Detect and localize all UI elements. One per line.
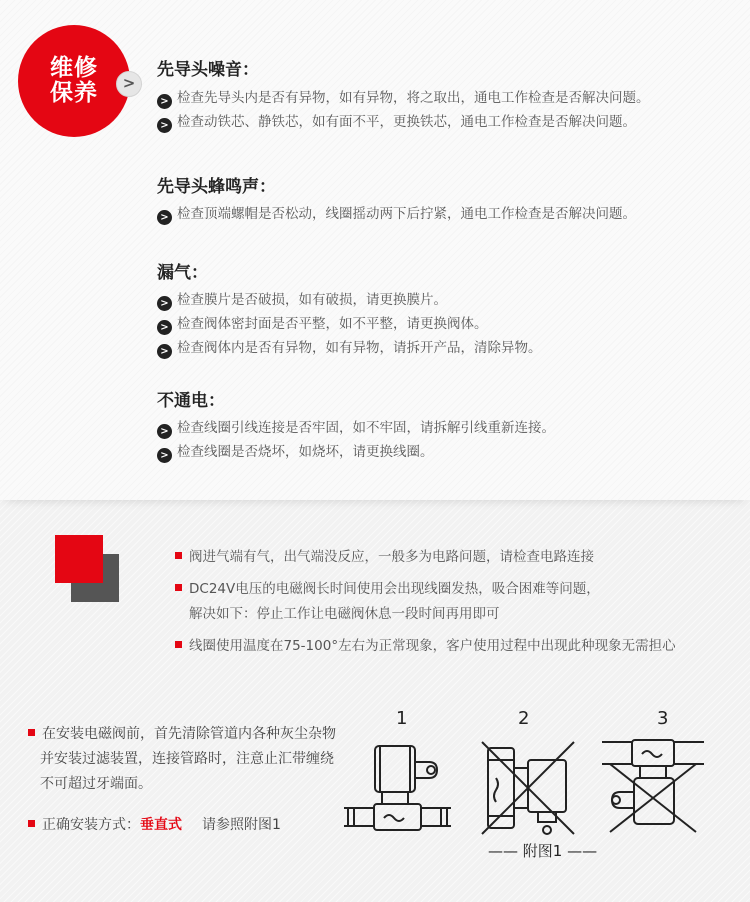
- figure-caption: —— 附图1 ——: [488, 842, 598, 860]
- chevron-bullet-icon: >: [157, 296, 172, 311]
- red-square-bullet-icon: [175, 584, 182, 591]
- install-instruction: 在安装电磁阀前，首先清除管道内各种灰尘杂物 并安装过滤装置，连接管路时，注意止汇带缠绕 不可超过牙端面。: [28, 722, 336, 797]
- chevron-bullet-icon: >: [157, 424, 172, 439]
- list-item: > 检查先导头内是否有异物，如有异物，将之取出，通电工作检查是否解决问题。: [157, 90, 650, 109]
- note-item: DC24V电压的电磁阀长时间使用会出现线圈发热，吸合困难等问题，: [175, 577, 600, 597]
- chevron-bullet-icon: >: [157, 448, 172, 463]
- red-square-bullet-icon: [175, 641, 182, 648]
- maintenance-badge: [18, 25, 130, 137]
- chevron-right-icon: >: [116, 71, 142, 97]
- note-item: 线圈使用温度在75-100°左右为正常现象，客户使用过程中出现此种现象无需担心: [175, 634, 676, 654]
- list-item: > 检查线圈是否烧坏，如烧坏，请更换线圈。: [157, 444, 434, 463]
- valve-sideways-illustration: [478, 738, 578, 838]
- chevron-bullet-icon: >: [157, 118, 172, 133]
- list-item: > 检查顶端螺帽是否松动，线圈摇动两下后拧紧，通电工作检查是否解决问题。: [157, 206, 636, 225]
- section-title-leak: 漏气：: [157, 263, 208, 283]
- list-item: > 检查动铁芯、静铁芯，如有面不平，更换铁芯，通电工作检查是否解决问题。: [157, 114, 636, 133]
- figure-number-2: 2: [518, 708, 530, 729]
- section-title-pilot-noise: 先导头噪音：: [157, 60, 259, 80]
- list-item: > 检查阀体密封面是否平整，如不平整，请更换阀体。: [157, 316, 488, 335]
- chevron-bullet-icon: >: [157, 94, 172, 109]
- note-item: 阀进气端有气，出气端没反应，一般多为电路问题，请检查电路连接: [175, 545, 594, 565]
- chevron-bullet-icon: >: [157, 344, 172, 359]
- list-item: > 检查线圈引线连接是否牢固，如不牢固，请拆解引线重新连接。: [157, 420, 555, 439]
- valve-inverted-illustration: [598, 736, 708, 836]
- chevron-bullet-icon: >: [157, 320, 172, 335]
- red-square-bullet-icon: [28, 820, 35, 827]
- badge-line1: 维修: [50, 55, 98, 81]
- section-title-pilot-buzz: 先导头蜂鸣声：: [157, 177, 276, 197]
- list-item: > 检查阀体内是否有异物，如有异物，请拆开产品，清除异物。: [157, 340, 542, 359]
- section-title-no-power: 不通电：: [157, 391, 225, 411]
- badge-line2: 保养: [50, 80, 98, 106]
- install-method-value: 垂直式: [140, 817, 182, 833]
- install-method: 正确安装方式：垂直式 请参照附图1: [28, 813, 281, 838]
- red-square-bullet-icon: [28, 729, 35, 736]
- figure-number-3: 3: [657, 708, 669, 729]
- list-item: > 检查膜片是否破损，如有破损，请更换膜片。: [157, 292, 447, 311]
- valve-vertical-illustration: [340, 738, 455, 838]
- chevron-bullet-icon: >: [157, 210, 172, 225]
- note-item-continued: 解决如下：停止工作让电磁阀休息一段时间再用即可: [189, 606, 500, 622]
- decor-red-square: [55, 535, 103, 583]
- figure-number-1: 1: [396, 708, 408, 729]
- red-square-bullet-icon: [175, 552, 182, 559]
